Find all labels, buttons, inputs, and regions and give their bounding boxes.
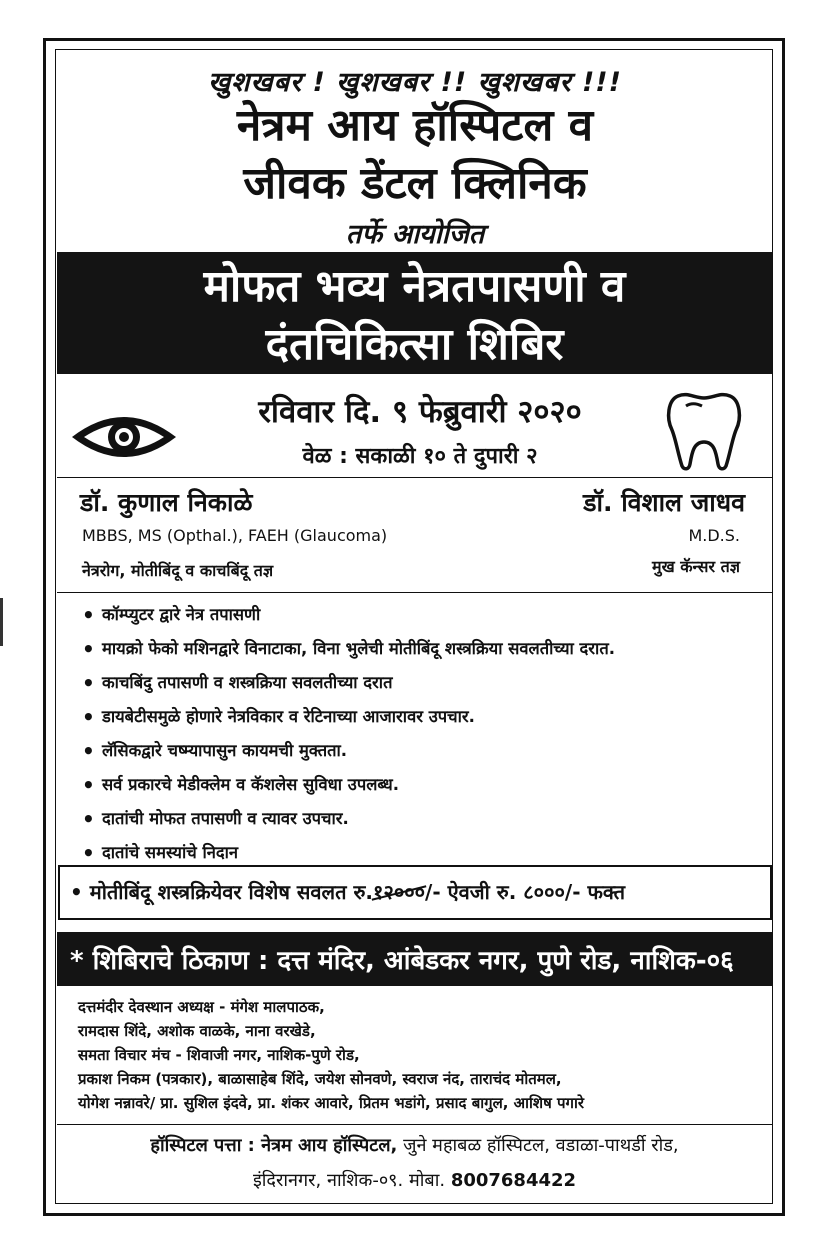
camp-title-line1: मोफत भव्य नेत्रतपासणी व [203, 261, 626, 312]
doctor-left-name: डॉ. कुणाल निकाळे [80, 488, 253, 517]
phone-number: 8007684422 [450, 1170, 577, 1191]
committee-list [78, 995, 584, 1115]
list-item: • मायक्रो फेको मशिनद्वारे विनाटाका, विना भुलेची मोतीबिंदू शस्त्रक्रिया सवलतीच्या दरात. [80, 632, 770, 666]
offer-middle: /- ऐवजी [425, 880, 490, 904]
offer-prefix: • मोतीबिंदू शस्त्रक्रियेवर विशेष सवलत रु. [70, 880, 374, 904]
camp-title-line2: दंतचिकित्सा शिबिर [265, 319, 564, 370]
camp-title-banner [57, 252, 772, 374]
committee-line: प्रकाश निकम (पत्रकार), बाळासाहेब शिंदे, जयेश सोनवणे, स्वराज नंद, ताराचंद मोतमल, [78, 1070, 562, 1088]
venue-text: * शिबिराचे ठिकाण : दत्त मंदिर, आंबेडकर नगर, पुणे रोड, नाशिक-०६ [70, 946, 734, 976]
hospital-address [57, 1128, 772, 1198]
divider-doctors [57, 592, 772, 593]
tooth-icon [664, 390, 744, 472]
services-list [80, 598, 770, 870]
committee-line: दत्तमंदीर देवस्थान अध्यक्ष - मंगेश मालपाठक, [78, 998, 325, 1016]
address-line1: जुने महाबळ हॉस्पिटल, वडाळा-पाथर्डी रोड, [397, 1135, 679, 1156]
list-item: • कॉम्प्युटर द्वारे नेत्र तपासणी [80, 598, 770, 632]
divider-schedule [57, 477, 772, 478]
list-item: • काचबिंदु तपासणी व शस्त्रक्रिया सवलतीच्या दरात [80, 666, 770, 700]
camp-time: वेळ : सकाळी १० ते दुपारी २ [302, 444, 538, 469]
committee-line: समता विचार मंच - शिवाजी नगर, नाशिक-पुणे रोड, [78, 1046, 360, 1064]
list-item: • दातांची मोफत तपासणी व त्यावर उपचार. [80, 802, 770, 836]
divider-address [57, 1124, 772, 1125]
page-edge-mark [0, 598, 3, 646]
offer-new-price: रु. ८०००/- फक्त [496, 880, 625, 904]
address-label: हॉस्पिटल पत्ता : नेत्रम आय हॉस्पिटल, [150, 1135, 398, 1156]
list-item: • सर्व प्रकारचे मेडीक्लेम व कॅशलेस सुविधा उपलब्ध. [80, 768, 770, 802]
doctor-left-degrees: MBBS, MS (Opthal.), FAEH (Glaucoma) [82, 526, 388, 545]
doctor-left-specialty: नेत्ररोग, मोतीबिंदू व काचबिंदू तज्ञ [82, 561, 274, 580]
doctor-right-specialty: मुख कॅन्सर तज्ञ [652, 557, 740, 576]
committee-line: रामदास शिंदे, अशोक वाळके, नाना वरखेडे, [78, 1022, 316, 1040]
camp-date: रविवार दि. ९ फेब्रुवारी २०२० [258, 394, 582, 430]
organized-by: तर्फे आयोजित [345, 219, 485, 250]
offer-old-price: १२००० [373, 880, 426, 904]
hospital-name-line2: जीवक डेंटल क्लिनिक [243, 158, 587, 209]
good-news-heading: खुशखबर ! खुशखबर !! खुशखबर !!! [208, 67, 622, 98]
list-item: • लॅसिकद्वारे चष्म्यापासुन कायमची मुक्तता. [80, 734, 770, 768]
list-item: • दातांचे समस्यांचे निदान [80, 836, 770, 870]
address-line2: इंदिरानगर, नाशिक-०९. मोबा. [252, 1170, 446, 1191]
doctor-right-name: डॉ. विशाल जाधव [583, 488, 745, 517]
cataract-offer [70, 878, 625, 905]
hospital-name-line1: नेत्रम आय हॉस्पिटल व [236, 100, 594, 151]
doctor-right-degrees: M.D.S. [688, 526, 740, 545]
list-item: • डायबेटीसमुळे होणारे नेत्रविकार व रेटिनाच्या आजारावर उपचार. [80, 700, 770, 734]
committee-line: योगेश नन्नावरे/ प्रा. सुशिल इंदवे, प्रा. शंकर आवारे, प्रितम भडांगे, प्रसाद बागुल, आशिष पगारे [78, 1094, 584, 1112]
